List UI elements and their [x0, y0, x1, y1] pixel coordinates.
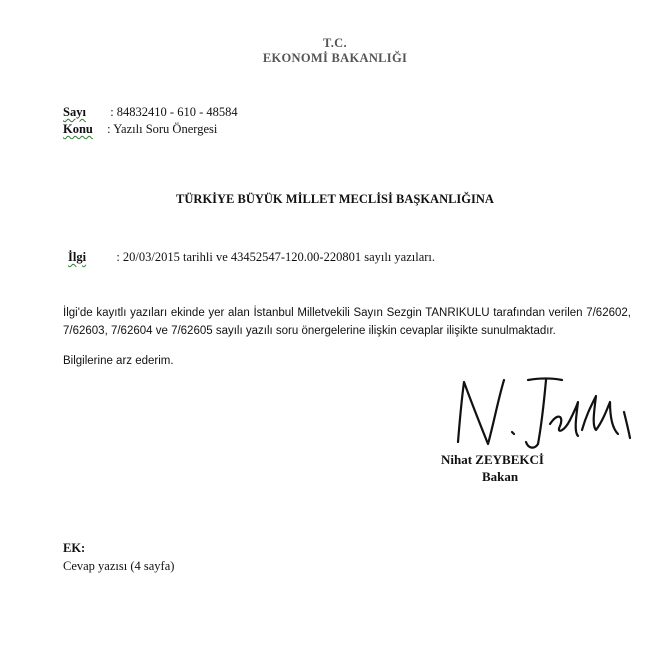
attachment-label: EK:	[63, 541, 86, 555]
sayi-line	[63, 105, 238, 120]
sayi-label: Sayı	[63, 105, 86, 119]
signature-image	[450, 372, 640, 452]
ilgi-value: : 20/03/2015 tarihli ve 43452547-120.00-220801 sayılı yazıları.	[116, 250, 436, 264]
closing-text: Bilgilerine arz ederim.	[63, 355, 174, 367]
konu-line	[63, 122, 217, 137]
ilgi-line	[68, 250, 435, 265]
header-ministry: EKONOMİ BAKANLIĞI	[262, 51, 408, 65]
signer-title: Bakan	[482, 469, 519, 484]
signer-name: Nihat ZEYBEKCİ	[441, 452, 544, 467]
konu-value: : Yazılı Soru Önergesi	[107, 122, 218, 136]
body-paragraph: İlgi'de kayıtlı yazıları ekinde yer alan İstanbul Milletvekili Sayın Sezgin TANRIKULU tarafından verilen 7/62602, 7/62603, 7/62604 ve 7/62605 sayılı yazılı soru önergelerine ilişkin cevaplar ilişikte sunulmaktadır.	[63, 307, 631, 337]
ilgi-label: İlgi	[68, 250, 87, 264]
recipient-heading: TÜRKİYE BÜYÜK MİLLET MECLİSİ BAŞKANLIĞINA	[176, 192, 494, 206]
header-tc: T.C.	[323, 36, 347, 50]
sayi-value: : 84832410 - 610 - 48584	[110, 105, 238, 119]
attachment-item: Cevap yazısı (4 sayfa)	[63, 559, 175, 573]
konu-label: Konu	[63, 122, 93, 136]
